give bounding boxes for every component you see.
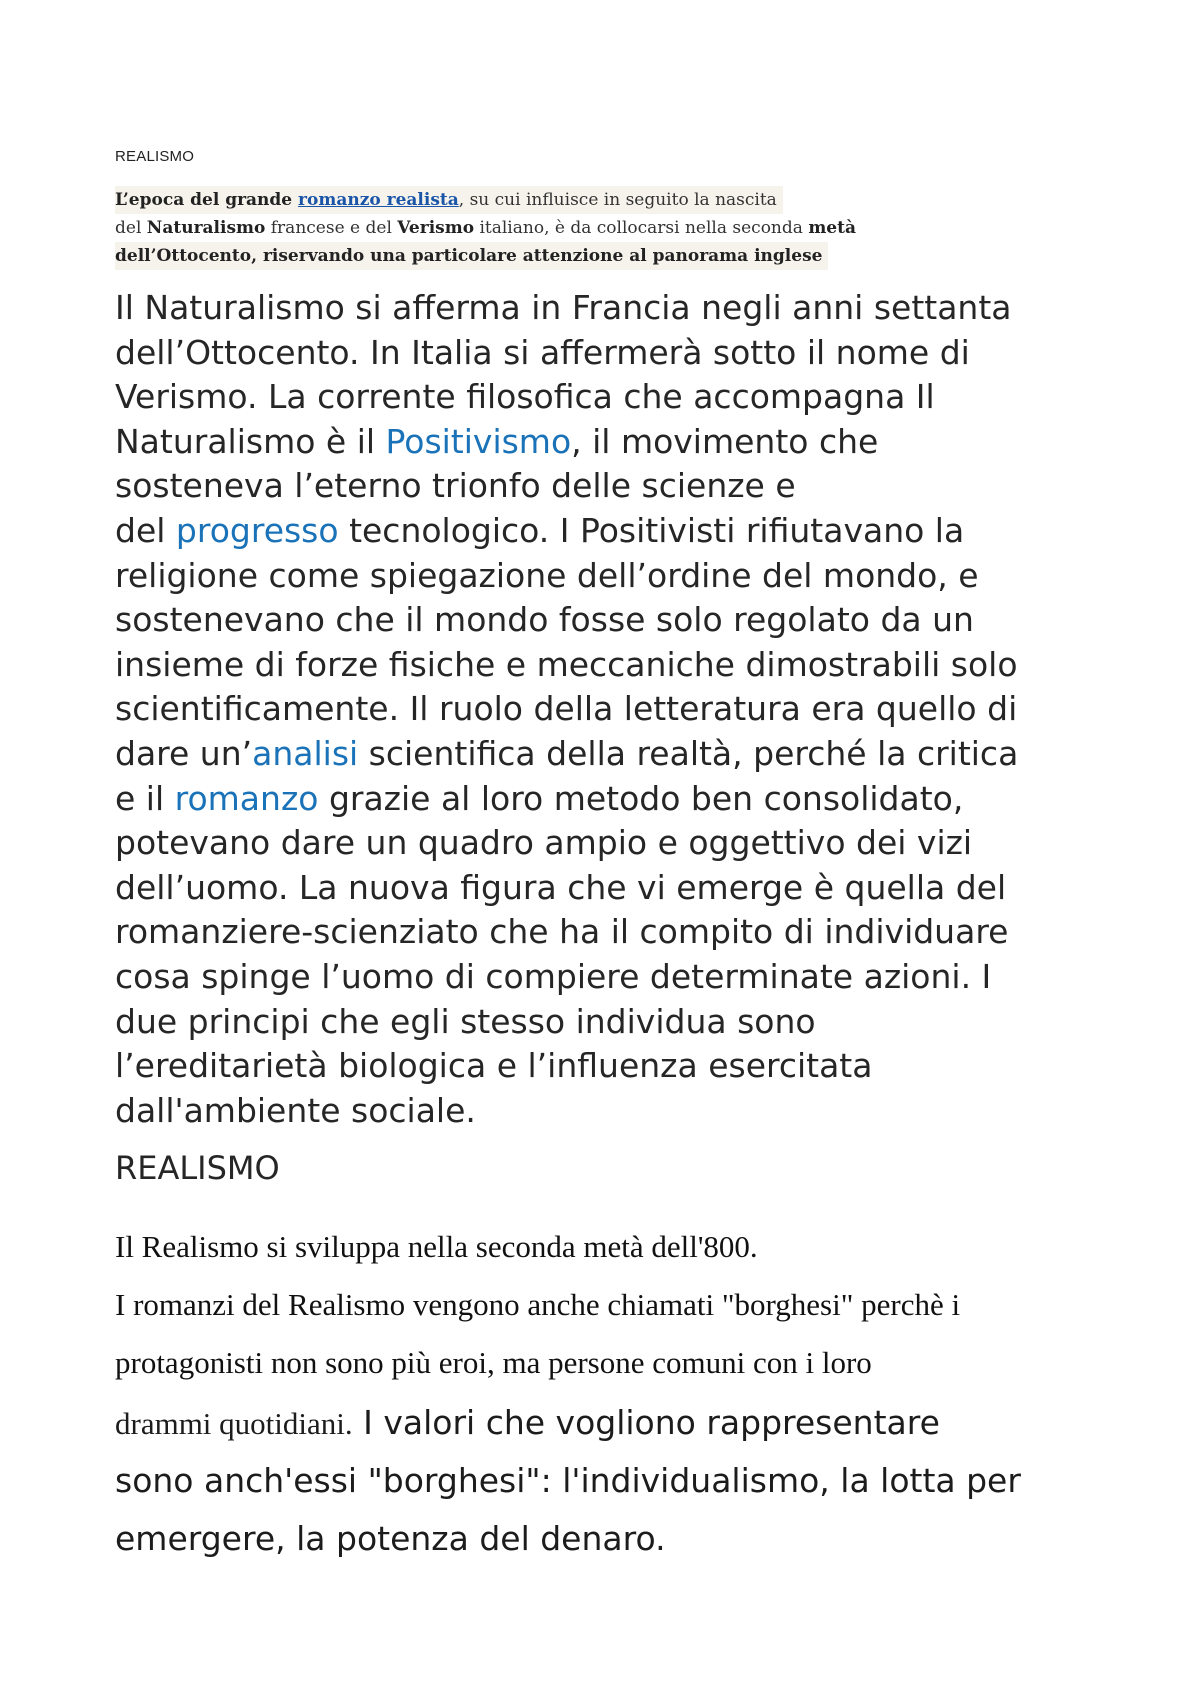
text: Naturalismo è il: [115, 421, 386, 461]
paragraph-line: [115, 509, 1125, 554]
paragraph-line: sosteneva l’eterno trionfo delle scienze e: [115, 466, 796, 506]
link-romanzo[interactable]: romanzo: [174, 778, 319, 818]
text: e il: [115, 778, 175, 818]
section-heading-small: REALISMO: [115, 148, 195, 165]
intro-line-1: [115, 186, 783, 214]
paragraph-line: dell’uomo. La nuova figura che vi emerge è quella del: [115, 867, 1007, 907]
intro-paragraph: [115, 186, 1005, 270]
link-analisi[interactable]: analisi: [252, 733, 359, 773]
text-sans: I valori che vogliono rappresentare: [352, 1403, 940, 1442]
realismo-line-5: [115, 1461, 1021, 1500]
text: scientifica della realtà, perché la critica: [358, 733, 1019, 773]
text: grazie al loro metodo ben consolidato,: [318, 778, 964, 818]
text-sans: sono anch'essi "borghesi": l'individualismo, la lotta per: [115, 1461, 1021, 1500]
paragraph-line: due principi che egli stesso individua sono: [115, 1001, 816, 1041]
text-serif: drammi quotidiani.: [115, 1406, 353, 1441]
text-sans: emergere, la potenza del denaro.: [115, 1519, 666, 1558]
paragraph-line: [115, 420, 1125, 465]
intro-text: italiano, è da collocarsi nella seconda: [474, 218, 809, 238]
intro-bold-naturalismo: Naturalismo: [146, 218, 266, 238]
paragraph-line: religione come spiegazione dell’ordine del mondo, e: [115, 555, 979, 595]
realismo-line-2: I romanzi del Realismo vengono anche chiamati "borghesi" perchè i: [115, 1287, 961, 1322]
paragraph-line: cosa spinge l’uomo di compiere determinate azioni. I: [115, 956, 992, 996]
link-positivismo[interactable]: Positivismo: [385, 421, 572, 461]
link-progresso[interactable]: progresso: [175, 510, 339, 550]
intro-bold-meta: metà: [808, 218, 856, 238]
paragraph-line: Verismo. La corrente filosofica che accompagna Il: [115, 377, 935, 417]
paragraph-line: Il Naturalismo si afferma in Francia negli anni settanta: [115, 288, 1012, 327]
text: tecnologico. I Positivisti rifiutavano la: [338, 510, 965, 550]
paragraph-line: insieme di forze fisiche e meccaniche dimostrabili solo: [115, 644, 1018, 684]
paragraph-line: l’ereditarietà biologica e l’influenza esercitata: [115, 1046, 873, 1086]
paragraph-line: potevano dare un quadro ampio e oggettivo dei vizi: [115, 823, 973, 863]
realismo-line-4: [115, 1403, 940, 1442]
intro-bold-verismo: Verismo: [397, 218, 475, 238]
intro-text: del: [115, 218, 147, 238]
link-romanzo-realista[interactable]: romanzo realista: [298, 190, 459, 210]
realismo-line-6: [115, 1519, 666, 1558]
text: , il movimento che: [571, 421, 879, 461]
intro-line-2: [115, 214, 1005, 242]
paragraph-line: dell’Ottocento. In Italia si affermerà sotto il nome di: [115, 332, 970, 372]
section-heading: REALISMO: [115, 1149, 280, 1187]
intro-line-3: dell’Ottocento, riservando una particolare attenzione al panorama inglese: [115, 242, 828, 270]
realismo-line-1: Il Realismo si sviluppa nella seconda metà dell'800.: [115, 1229, 758, 1264]
realismo-line-3: protagonisti non sono più eroi, ma persone comuni con i loro: [115, 1345, 872, 1380]
paragraph-line: romanziere-scienziato che ha il compito di individuare: [115, 912, 1009, 952]
paragraph-line: scientificamente. Il ruolo della letteratura era quello di: [115, 689, 1018, 729]
paragraph-line: [115, 777, 1125, 822]
text: dare un’: [115, 733, 253, 773]
intro-text: francese e del: [265, 218, 398, 238]
intro-text: , su cui influisce in seguito la nascita: [458, 190, 777, 210]
paragraph-line: dall'ambiente sociale.: [115, 1090, 476, 1130]
paragraph-line: [115, 732, 1125, 777]
paragraph-line: sostenevano che il mondo fosse solo regolato da un: [115, 600, 974, 640]
intro-bold-text: L’epoca del grande: [115, 190, 299, 210]
naturalismo-paragraph: [115, 286, 1125, 1133]
text: del: [115, 510, 176, 550]
